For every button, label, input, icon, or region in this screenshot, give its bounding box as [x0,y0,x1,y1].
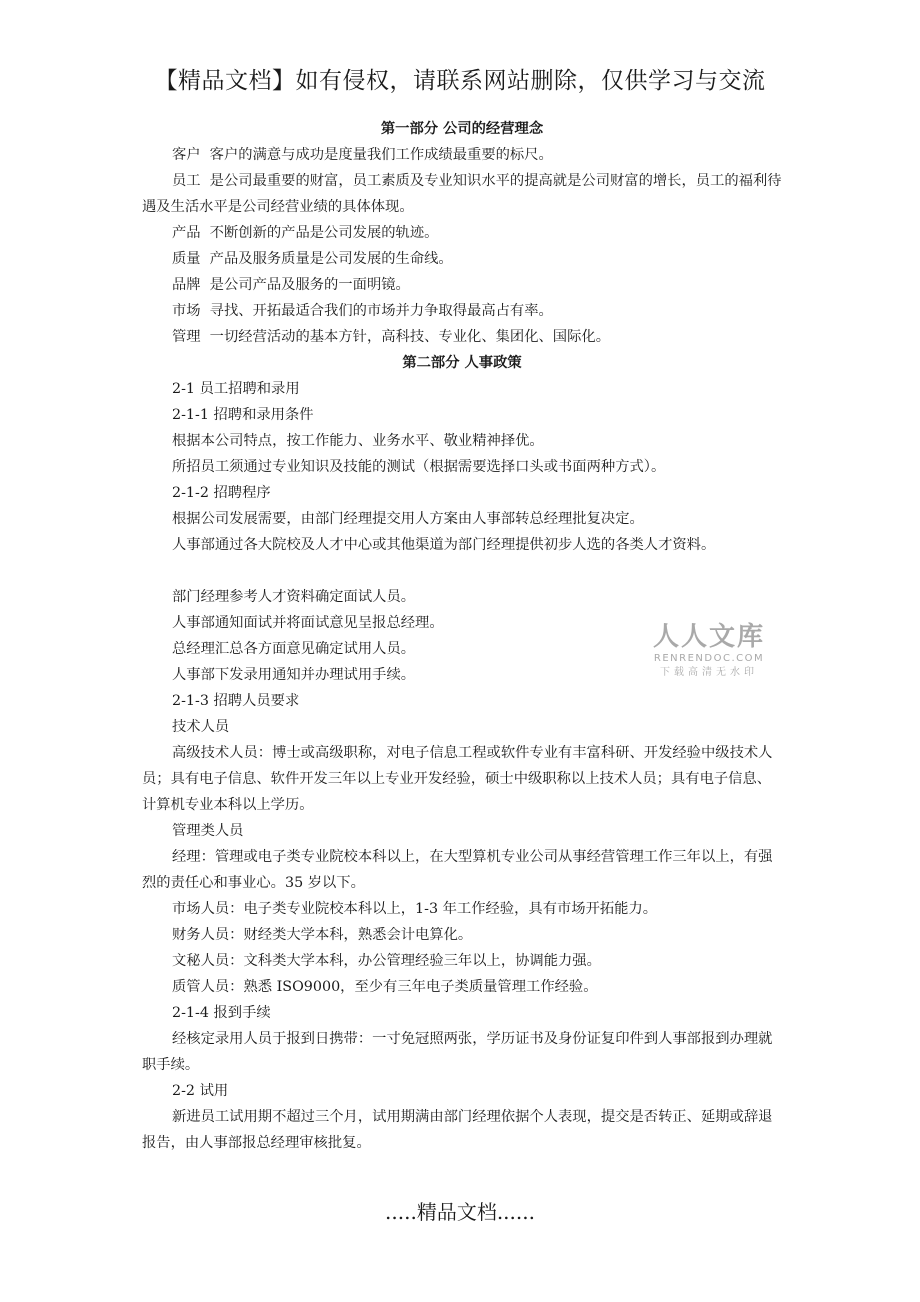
paragraph: 经理：管理或电子类专业院校本科以上，在大型算机专业公司从事经营管理工作三年以上，有强烈的责任心和事业心。35 岁以下。 [142,849,773,891]
paragraph: 客户 客户的满意与成功是度量我们工作成绩最重要的标尺。 [172,147,553,163]
paragraph: 市场 寻找、开拓最适合我们的市场并力争取得最高占有率。 [172,303,553,319]
paragraph: 2-1-4 报到手续 [172,1005,271,1021]
paragraph: 市场人员：电子类专业院校本科以上，1-3 年工作经验，具有市场开拓能力。 [172,901,658,917]
paragraph: 文秘人员：文科类大学本科，办公管理经验三年以上，协调能力强。 [172,953,601,969]
paragraph: 人事部通知面试并将面试意见呈报总经理。 [172,615,444,631]
paragraph: 员工 是公司最重要的财富，员工素质及专业知识水平的提高就是公司财富的增长，员工的福利待遇及生活水平是公司经营业绩的具体体现。 [142,173,782,215]
paragraph: 产品 不断创新的产品是公司发展的轨迹。 [172,225,439,241]
paragraph: 部门经理参考人才资料确定面试人员。 [172,589,416,605]
section-title: 第二部分 人事政策 [402,355,522,371]
paragraph: 质管人员：熟悉 ISO9000，至少有三年电子类质量管理工作经验。 [172,979,598,995]
paragraph: 管理类人员 [172,823,244,839]
blank-line [142,558,782,584]
paragraph: 高级技术人员：博士或高级职称，对电子信息工程或软件专业有丰富科研、开发经验中级技术人员；具有电子信息、软件开发三年以上专业开发经验，硕士中级职称以上技术人员；具有电子信息、计算机专业本科以上学历。 [142,745,773,813]
watermark-logo [644,622,774,680]
watermark-url: RENRENDOC.COM [653,653,765,664]
paragraph: 管理 一切经营活动的基本方针，高科技、专业化、集团化、国际化。 [172,329,610,345]
paragraph: 技术人员 [172,719,230,735]
paragraph: 2-1-3 招聘人员要求 [172,693,300,709]
paragraph: 根据公司发展需要，由部门经理提交用人方案由人事部转总经理批复决定。 [172,511,644,527]
paragraph: 人事部通过各大院校及人才中心或其他渠道为部门经理提供初步人选的各类人才资料。 [172,537,716,553]
paragraph: 财务人员：财经类大学本科，熟悉会计电算化。 [172,927,473,943]
page-header: 【精品文档】如有侵权，请联系网站删除，仅供学习与交流 [154,68,766,94]
paragraph: 总经理汇总各方面意见确定试用人员。 [172,641,416,657]
paragraph: 人事部下发录用通知并办理试用手续。 [172,667,416,683]
paragraph: 2-1-2 招聘程序 [172,485,271,501]
paragraph: 品牌 是公司产品及服务的一面明镜。 [172,277,410,293]
paragraph: 2-2 试用 [172,1083,229,1099]
paragraph: 质量 产品及服务质量是公司发展的生命线。 [172,251,453,267]
paragraph: 根据本公司特点，按工作能力、业务水平、敬业精神择优。 [172,433,544,449]
watermark-note: 下载高清无水印 [660,667,758,678]
paragraph: 2-1-1 招聘和录用条件 [172,407,314,423]
paragraph: 所招员工须通过专业知识及技能的测试（根据需要选择口头或书面两种方式）。 [172,459,666,475]
watermark-title: 人人文库 [652,622,765,652]
section-title: 第一部分 公司的经营理念 [380,121,544,137]
page-footer: .....精品文档...... [385,1200,535,1224]
paragraph: 经核定录用人员于报到日携带：一寸免冠照两张，学历证书及身份证复印件到人事部报到办理就职手续。 [142,1031,773,1073]
paragraph: 2-1 员工招聘和录用 [172,381,300,397]
paragraph: 新进员工试用期不超过三个月，试用期满由部门经理依据个人表现，提交是否转正、延期或辞退报告，由人事部报总经理审核批复。 [142,1109,773,1151]
